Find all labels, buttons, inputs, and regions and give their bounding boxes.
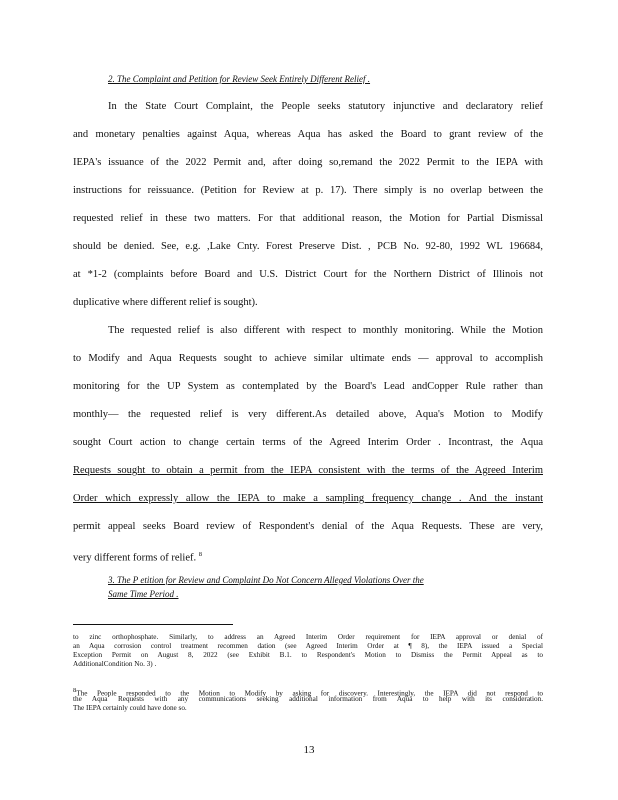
paragraph-1-line-6: should be denied. See, e.g. ,Lake Cnty. Forest Preserve Dist. , PCB No. 92-80, 1992 WL 196684, (73, 241, 543, 252)
footnote-8-line-1-text: The People responded to the Motion to Modify by asking for discovery. Interestingly, the IEPA did not respond to (76, 689, 543, 698)
section-3-heading-continued: Same Time Period . (108, 589, 179, 599)
footnote-continued-line-1: to zinc orthophosphate. Similarly, to address an Agreed Interim Order requirement for IEPA approval or denial of (73, 633, 543, 641)
footnote-divider (73, 624, 233, 625)
paragraph-2-line-4: monthly— the requested relief is very different.As detailed above, Aqua's Motion to Modify (73, 409, 543, 420)
footnote-8-line-2: the Aqua Requests with any communications seeking additional information from Aqua to help with its consideration. (73, 695, 543, 703)
footnote-continued-line-2: an Aqua corrosion control treatment recommen dation (see Agreed Interim Order at ¶ 8), the IEPA issued a Special (73, 642, 543, 650)
paragraph-2-line-8: permit appeal seeks Board review of Respondent's denial of the Aqua Requests. These are very, (73, 521, 543, 532)
paragraph-1-line-5: requested relief in these two matters. For that additional reason, the Motion for Partial Dismissal (73, 213, 543, 224)
paragraph-1-line-8: duplicative where different relief is sought). (73, 297, 258, 308)
footnote-8-marker: 8 (73, 687, 77, 694)
footnote-ref-8[interactable]: 8 (198, 551, 203, 558)
paragraph-1-line-1: In the State Court Complaint, the People seeks statutory injunctive and declaratory relief (108, 101, 543, 112)
paragraph-2-line-9-text: very different forms of relief. (73, 552, 197, 564)
section-3-heading: 3. The P etition for Review and Complaint Do Not Concern Alleged Violations Over the (108, 575, 424, 585)
paragraph-2-line-5: sought Court action to change certain terms of the Agreed Interim Order . Incontrast, the Aqua (73, 437, 543, 448)
paragraph-1-line-7: at *1-2 (complaints before Board and U.S. District Court for the Northern District of Illinois not (73, 269, 543, 280)
footnote-8-line-3: The IEPA certainly could have done so. (73, 704, 187, 712)
paragraph-1-line-2: and monetary penalties against Aqua, whereas Aqua has asked the Board to grant review of the (73, 129, 543, 140)
footnote-continued-line-3: Exception Permit on August 8, 2022 (see Exhibit B.1. to Respondent's Motion to Dismiss the Permit Appeal as to (73, 651, 543, 659)
paragraph-2-line-3: monitoring for the UP System as contemplated by the Board's Lead andCopper Rule rather than (73, 381, 543, 392)
paragraph-2-line-6: Requests sought to obtain a permit from the IEPA consistent with the terms of the Agreed Interim (73, 465, 543, 476)
paragraph-1-line-4: instructions for reissuance. (Petition for Review at p. 17). There simply is no overlap between the (73, 185, 543, 196)
section-2-heading: 2. The Complaint and Petition for Review Seek Entirely Different Relief . (108, 74, 371, 84)
underlined-clause: Order which expressly allow the IEPA to make a sampling frequency change . And the instant (73, 493, 543, 504)
paragraph-2-line-7 (73, 492, 543, 506)
paragraph-2-line-1: The requested relief is also different with respect to monthly monitoring. While the Motion (108, 325, 543, 336)
paragraph-1-line-3: IEPA's issuance of the 2022 Permit and, after doing so,remand the 2022 Permit to the IEPA with (73, 157, 543, 168)
paragraph-2-line-2: to Modify and Aqua Requests sought to achieve similar ultimate ends — approval to accomplish (73, 353, 543, 364)
page-number: 13 (303, 744, 315, 756)
paragraph-2-line-9 (73, 548, 543, 566)
footnote-continued-line-4: AdditionalCondition No. 3) . (73, 660, 157, 668)
